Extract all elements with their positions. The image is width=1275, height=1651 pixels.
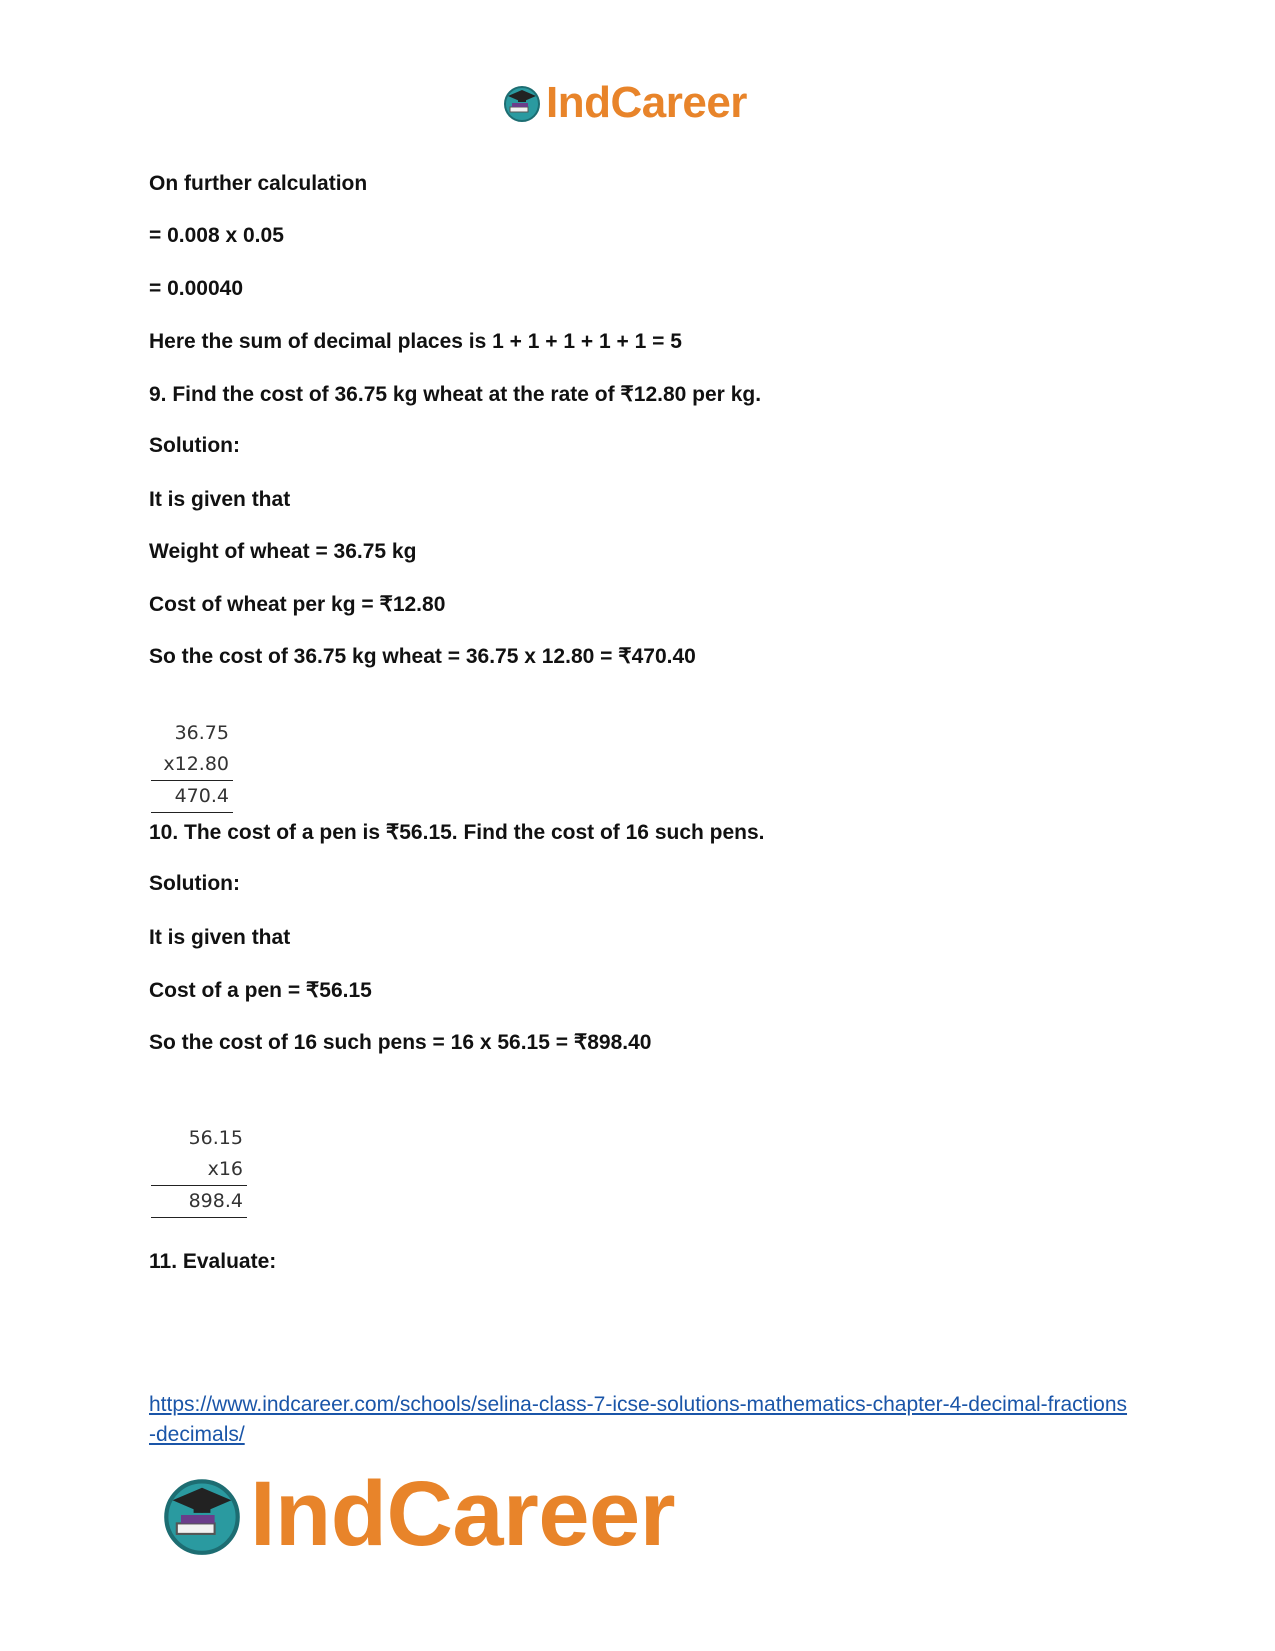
divider [151,812,233,813]
globe-graduation-cap-icon [502,83,542,123]
text-line: Cost of a pen = ₹56.15 [149,979,372,1002]
solution-heading: Solution: [149,872,240,895]
divider [151,1217,247,1218]
globe-graduation-cap-icon [160,1473,244,1557]
text-line: Here the sum of decimal places is 1 + 1 + 1 + 1 + 1 = 5 [149,330,682,353]
multiplier: x16 [207,1158,243,1180]
text-line: So the cost of 36.75 kg wheat = 36.75 x 12.80 = ₹470.40 [149,645,696,668]
text-line: Cost of wheat per kg = ₹12.80 [149,593,446,616]
text-line: = 0.008 x 0.05 [149,224,284,247]
question-9: 9. Find the cost of 36.75 kg wheat at the rate of ₹12.80 per kg. [149,383,762,406]
multiplication-working [151,1123,247,1218]
text-line: So the cost of 16 such pens = 16 x 56.15 = ₹898.40 [149,1031,652,1054]
multiplicand: 36.75 [174,722,229,744]
text-line: It is given that [149,926,291,949]
product: 470.4 [174,785,229,807]
product: 898.4 [188,1190,243,1212]
question-11: 11. Evaluate: [149,1250,277,1273]
source-link[interactable]: https://www.indcareer.com/schools/selina-class-7-icse-solutions-mathematics-chapter-4-decimal-fractions-decimals/ [149,1393,1128,1446]
text-line: It is given that [149,488,291,511]
text-line: On further calculation [149,172,368,195]
brand-name: IndCareer [250,1463,675,1565]
brand-name: IndCareer [546,78,747,127]
multiplicand: 56.15 [188,1127,243,1149]
text-line: = 0.00040 [149,277,244,300]
text-line: Weight of wheat = 36.75 kg [149,540,417,563]
multiplier: x12.80 [163,753,229,775]
solution-heading: Solution: [149,434,240,457]
question-10: 10. The cost of a pen is ₹56.15. Find the cost of 16 such pens. [149,821,765,844]
footer-logo [160,1462,675,1567]
header-logo [502,78,747,128]
multiplication-working [151,718,233,813]
